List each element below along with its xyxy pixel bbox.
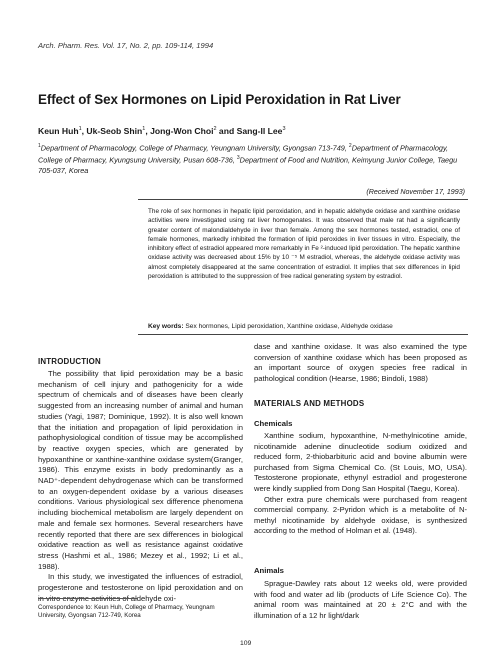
author-separator: and bbox=[216, 126, 237, 136]
affiliation: Department of Food and Nutrition, Keimyung Junior College, Taegu 705-037, Korea bbox=[38, 155, 458, 175]
author-name: Jong-Won Choi bbox=[150, 126, 214, 136]
affiliation: Department of Pharmacology, College of Pharmacy, Yeungnam University, Gyongsan 713-749, bbox=[40, 143, 349, 153]
author-affil-mark: 2 bbox=[213, 126, 217, 133]
subsection-heading-chemicals: Chemicals bbox=[254, 419, 293, 428]
article-title: Effect of Sex Hormones on Lipid Peroxidation in Rat Liver bbox=[38, 92, 401, 107]
author-affil-mark: 3 bbox=[282, 126, 286, 133]
affil-mark: 1 bbox=[38, 143, 41, 149]
author-affil-mark: 1 bbox=[142, 126, 146, 133]
correspondence-footnote: Correspondence to: Keun Huh, College of Pharmacy, Yeungnam University, Gyongsan 712-749, Korea bbox=[38, 604, 215, 620]
introduction-body bbox=[38, 369, 243, 604]
page-number: 109 bbox=[240, 640, 252, 647]
paragraph: Xanthine sodium, hypoxanthine, N-methylnicotine amide, nicotinamide adenine dinucleotide sodium oxidized and reduced form, 2-thiobarbituric acid and bovine albumin were purchased from Sigma Chemical Co. (St Louis, MO, USA). Testosterone propionate, ethynyl estradiol and progesterone were kindly supplied from Dong San Hospital (Taegu, Korea). bbox=[254, 431, 467, 493]
paragraph: Other extra pure chemicals were purchased from reagent commercial company. 2-Pyridon which is a metabolite of N-methyl nicotinamide by aldehyde oxidase, is synthesized according to the method of Holman et al. (1948). bbox=[254, 494, 467, 536]
journal-citation: Arch. Pharm. Res. Vol. 17, No. 2, pp. 109-114, 1994 bbox=[38, 41, 214, 50]
introduction-continued bbox=[254, 342, 467, 384]
paragraph: The possibility that lipid peroxidation may be a basic mechanism of cell injury and pathogenicity for a wide spectrum of chemicals and of diseases have been clearly suggested from an increasing number of animal and human studies (Yagi, 1987; Dominique, 1992). It is also well known that the initiation and propagation of lipid peroxidation in pathophysiological condition of tissue may be accomplished by reactive oxygen species, which are generated by hypoxanthine or xanthine-xanthine oxidase system(Granger, 1986). This enzyme exists in body predominantly as a NAD⁺-dependent dehydrogenase which can be transformed to an oxygen-dependent oxidase by a various diseases conditions. Various physiological sex difference phenomena including biochemical metabolism are largely dependent on male and female sex hormones. Several researchers have recently reported that there are sex differences in biological oxidative reaction as well as resistance against oxidative stress (Hashmi et al., 1986; Mezey et al., 1992; Li et al., 1988). bbox=[38, 369, 243, 571]
keywords-text: Sex hormones, Lipid peroxidation, Xanthine oxidase, Aldehyde oxidase bbox=[183, 323, 393, 330]
affiliations bbox=[38, 141, 468, 176]
received-date: (Received November 17, 1993) bbox=[366, 188, 465, 196]
author-affil-mark: 1 bbox=[78, 126, 82, 133]
paragraph: In this study, we investigated the influences of estradiol, progesterone and testosterone on lipid peroxidation and on in vitro enzyme activities of aldehyde oxi- bbox=[38, 572, 243, 603]
author-name: Uk-Seob Shin bbox=[86, 126, 143, 136]
section-heading-introduction: INTRODUCTION bbox=[38, 357, 101, 366]
keywords bbox=[148, 323, 460, 330]
abstract-bottom-rule bbox=[138, 334, 468, 335]
author-name: Sang-Il Lee bbox=[236, 126, 283, 136]
paragraph: Sprague-Dawley rats about 12 weeks old, were provided with food and water ad lib (products of Life Science Co). The animal room was maintained at 20 ± 2°C and with the illumination of a 12 hr light/dark bbox=[254, 579, 467, 620]
affiliation: Department of Pharmacology, College of Pharmacy, Kyungsung University, Pusan 608-736, bbox=[38, 143, 449, 165]
section-heading-methods: MATERIALS AND METHODS bbox=[254, 399, 365, 408]
author-separator: , bbox=[81, 126, 87, 136]
keywords-label: Key words: bbox=[148, 323, 184, 330]
paragraph: dase and xanthine oxidase. It was also examined the type conversion of xanthine oxidase which has been proposed as an important source of oxygen species free radical in pathological condition (Hearse, 1986; Bindoli, 1988) bbox=[254, 342, 467, 383]
footnote-rule bbox=[38, 598, 138, 599]
author-name: Keun Huh bbox=[38, 126, 79, 136]
chemicals-body bbox=[254, 431, 467, 537]
affil-mark: 3 bbox=[236, 155, 240, 162]
author-list bbox=[38, 126, 286, 136]
subsection-heading-animals: Animals bbox=[254, 566, 284, 575]
author-separator: , bbox=[145, 126, 151, 136]
abstract: The role of sex hormones in hepatic lipid peroxidation, and in hepatic aldehyde oxidase and xanthine oxidase activities were investigated using rat liver homogenates. It was observed that male rat had a significantly greater content of malondialdehyde in liver than female. Among the sex hormones tested, estradiol, one of female hormones, markedly inhibited the formation of lipid peroxides in liver tissues in vitro. Especially, the inhibitory effect of estradiol appeared more remarkably in Fe ²-induced lipid peroxidation. The hepatic xanthine oxidase activity was decreased about 15% by 10 ⁻⁵ M estradiol, whereas, the aldehyde oxidase activity was almost completely disappeared at the same concentration of estradiol. It implies that sex differences in lipid peroxidation is attributed to the suppression of free radical generating system by estradiol. bbox=[148, 208, 460, 281]
animals-body bbox=[254, 579, 467, 621]
affil-mark: 2 bbox=[348, 143, 352, 149]
abstract-top-rule bbox=[138, 199, 468, 200]
